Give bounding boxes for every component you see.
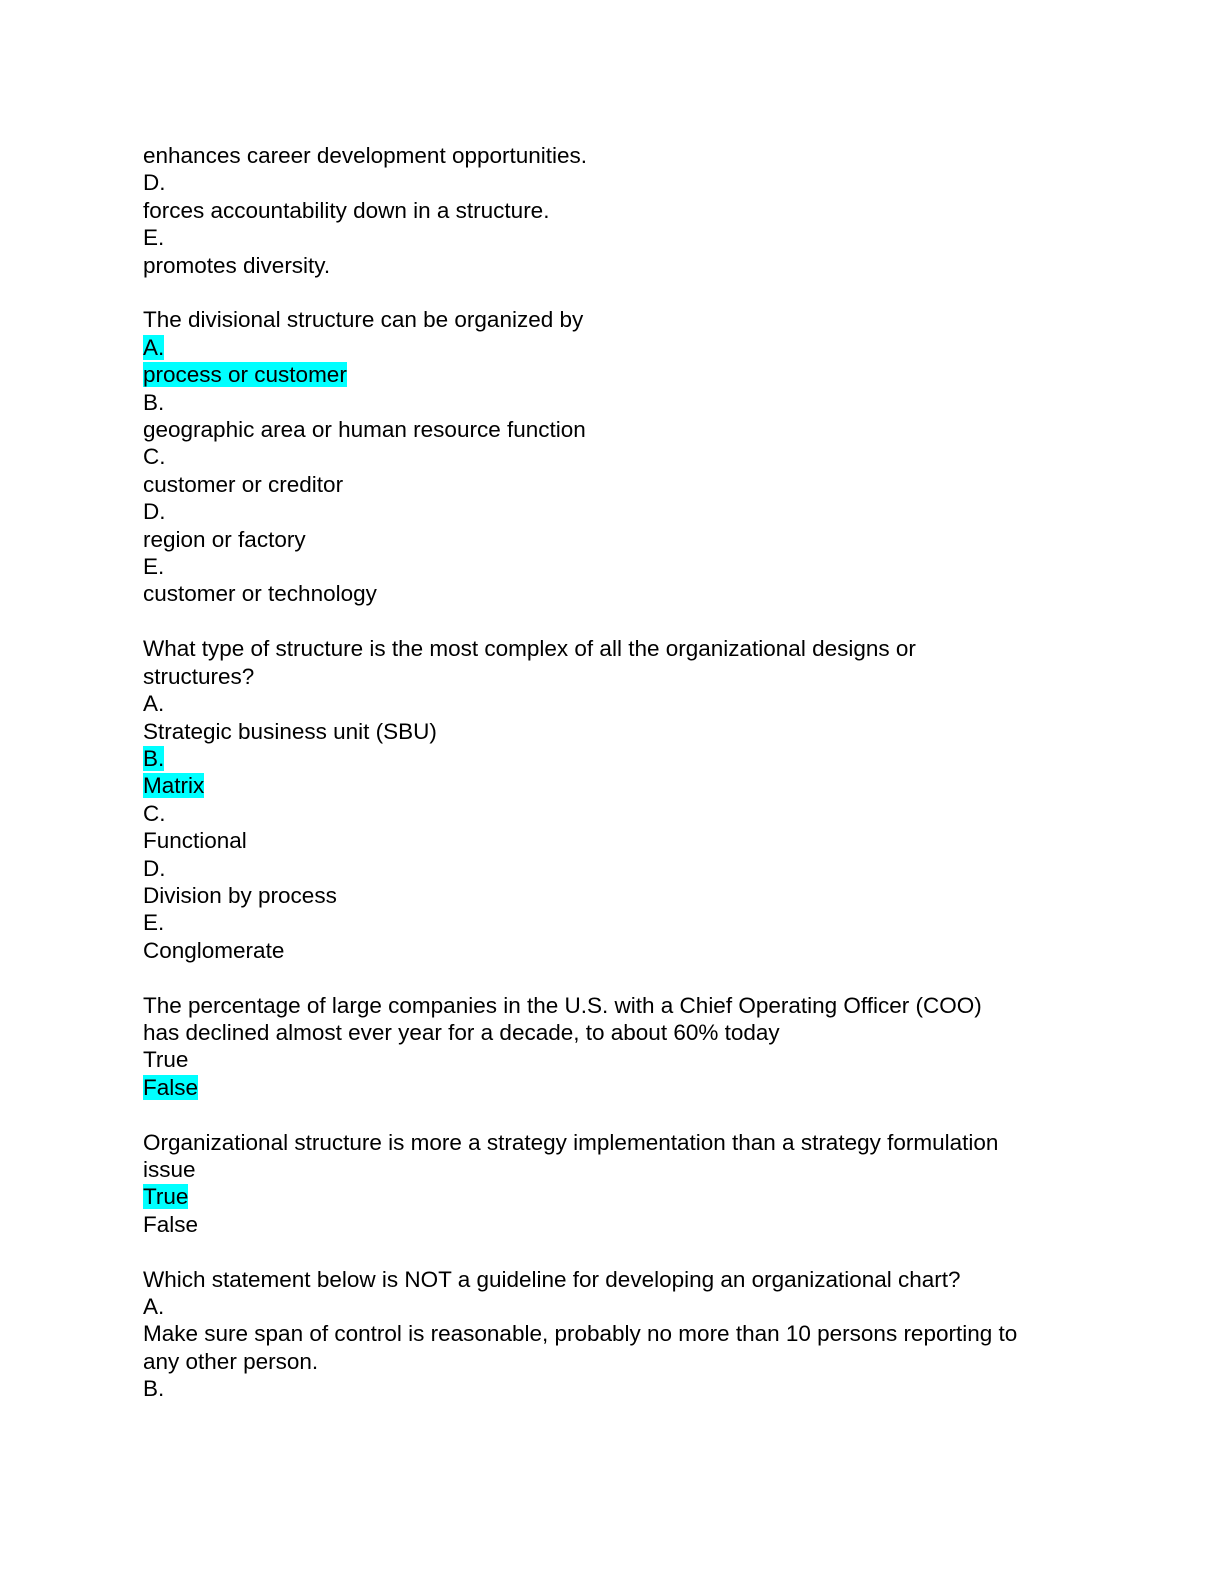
text-line bbox=[143, 1375, 1103, 1402]
line-text: forces accountability down in a structure. bbox=[143, 197, 550, 223]
text-line bbox=[143, 635, 1103, 662]
text-line bbox=[143, 580, 1103, 607]
text-line bbox=[143, 252, 1103, 279]
line-text: C. bbox=[143, 444, 166, 470]
highlighted-answer-line bbox=[143, 1183, 1103, 1210]
text-line bbox=[143, 827, 1103, 854]
line-text: B. bbox=[143, 389, 165, 415]
text-line bbox=[143, 471, 1103, 498]
blank-line bbox=[143, 279, 1103, 306]
line-text: Which statement below is NOT a guideline for developing an organizational chart? bbox=[143, 1266, 961, 1292]
line-text: process or customer bbox=[143, 362, 347, 388]
text-line bbox=[143, 1129, 1103, 1156]
text-line bbox=[143, 389, 1103, 416]
line-text: What type of structure is the most complex of all the organizational designs or bbox=[143, 636, 916, 662]
line-text: B. bbox=[143, 745, 165, 771]
line-text: enhances career development opportunities. bbox=[143, 143, 588, 168]
line-text: D. bbox=[143, 499, 166, 525]
line-text: A. bbox=[143, 334, 165, 360]
text-line bbox=[143, 306, 1103, 333]
text-line bbox=[143, 553, 1103, 580]
highlighted-answer-line bbox=[143, 772, 1103, 799]
line-text: Matrix bbox=[143, 773, 205, 799]
text-line bbox=[143, 1046, 1103, 1073]
highlighted-answer-line bbox=[143, 745, 1103, 772]
line-text: D. bbox=[143, 855, 166, 881]
text-line bbox=[143, 1348, 1103, 1375]
line-text: has declined almost ever year for a decade, to about 60% today bbox=[143, 1019, 780, 1045]
highlighted-answer-line bbox=[143, 1074, 1103, 1101]
text-line bbox=[143, 800, 1103, 827]
text-line bbox=[143, 526, 1103, 553]
line-text: Conglomerate bbox=[143, 937, 285, 963]
text-line bbox=[143, 1320, 1103, 1347]
text-line bbox=[143, 882, 1103, 909]
text-line bbox=[143, 1019, 1103, 1046]
text-line bbox=[143, 169, 1103, 196]
text-line bbox=[143, 224, 1103, 251]
text-line bbox=[143, 197, 1103, 224]
text-line bbox=[143, 1211, 1103, 1238]
line-text: True bbox=[143, 1184, 189, 1210]
blank-line bbox=[143, 1101, 1103, 1128]
text-line bbox=[143, 718, 1103, 745]
line-text: Organizational structure is more a strategy implementation than a strategy formulation bbox=[143, 1129, 999, 1155]
document-page bbox=[143, 142, 1103, 1403]
line-text: False bbox=[143, 1211, 199, 1237]
line-text: The divisional structure can be organized by bbox=[143, 307, 584, 333]
text-line bbox=[143, 1156, 1103, 1183]
line-text: E. bbox=[143, 910, 165, 936]
text-line bbox=[143, 1266, 1103, 1293]
line-text: structures? bbox=[143, 663, 255, 689]
blank-line bbox=[143, 964, 1103, 991]
line-text: The percentage of large companies in the U.S. with a Chief Operating Officer (COO) bbox=[143, 992, 982, 1018]
line-text: D. bbox=[143, 170, 166, 196]
line-text: C. bbox=[143, 800, 166, 826]
line-text: Make sure span of control is reasonable, probably no more than 10 persons reporting to bbox=[143, 1321, 1018, 1347]
text-line bbox=[143, 1293, 1103, 1320]
text-line bbox=[143, 992, 1103, 1019]
line-text: Division by process bbox=[143, 882, 337, 908]
line-text: issue bbox=[143, 1156, 196, 1182]
text-line bbox=[143, 416, 1103, 443]
line-text: any other person. bbox=[143, 1348, 319, 1374]
highlighted-answer-line bbox=[143, 361, 1103, 388]
text-line bbox=[143, 909, 1103, 936]
text-line bbox=[143, 937, 1103, 964]
highlighted-answer-line bbox=[143, 334, 1103, 361]
text-line bbox=[143, 855, 1103, 882]
line-text: region or factory bbox=[143, 526, 306, 552]
blank-line bbox=[143, 608, 1103, 635]
text-line bbox=[143, 663, 1103, 690]
line-text: A. bbox=[143, 1293, 165, 1319]
line-text: B. bbox=[143, 1376, 165, 1402]
blank-line bbox=[143, 1238, 1103, 1265]
line-text: promotes diversity. bbox=[143, 252, 331, 278]
text-line bbox=[143, 142, 1103, 169]
line-text: False bbox=[143, 1074, 199, 1100]
text-line bbox=[143, 443, 1103, 470]
line-text: Strategic business unit (SBU) bbox=[143, 718, 437, 744]
line-text: customer or technology bbox=[143, 581, 377, 607]
line-text: True bbox=[143, 1047, 189, 1073]
line-text: A. bbox=[143, 691, 165, 717]
line-text: E. bbox=[143, 225, 165, 251]
line-text: customer or creditor bbox=[143, 471, 344, 497]
line-text: E. bbox=[143, 554, 165, 580]
line-text: geographic area or human resource function bbox=[143, 417, 586, 443]
text-line bbox=[143, 498, 1103, 525]
line-text: Functional bbox=[143, 828, 247, 854]
text-line bbox=[143, 690, 1103, 717]
